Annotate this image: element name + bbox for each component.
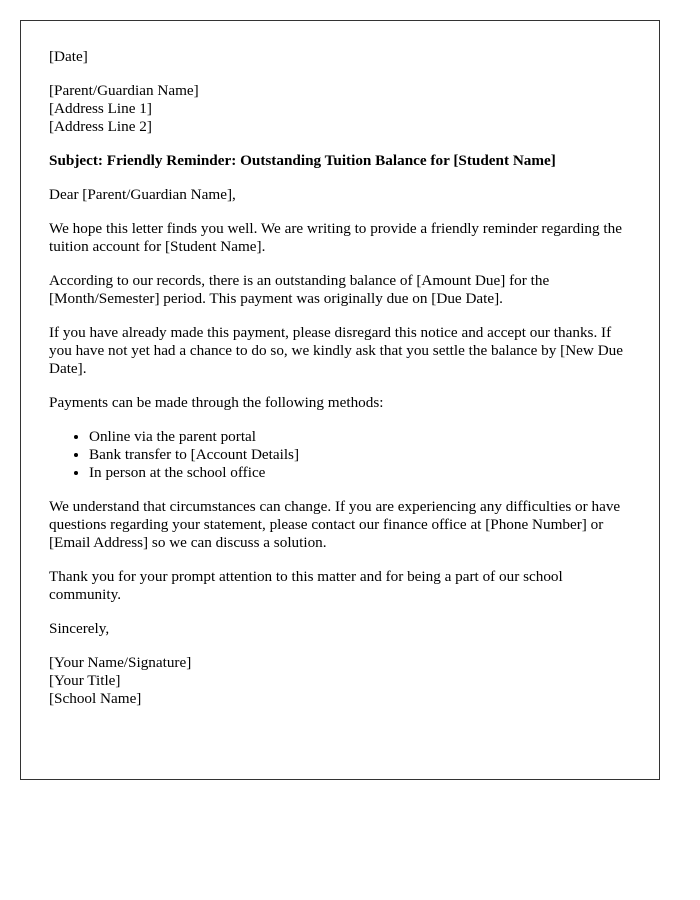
recipient-address-line-2: [Address Line 2] xyxy=(49,118,152,135)
payment-methods-list xyxy=(49,428,631,482)
recipient-address-line-1: [Address Line 1] xyxy=(49,100,152,117)
spacer xyxy=(49,136,631,152)
paragraph-balance: According to our records, there is an outstanding balance of [Amount Due] for the [Month/Semester] period. This payment was originally due on [Due Date]. xyxy=(49,272,550,307)
signature-block xyxy=(49,654,631,708)
paragraph-thanks: Thank you for your prompt attention to this matter and for being a part of our school community. xyxy=(49,568,563,603)
recipient-name: [Parent/Guardian Name] xyxy=(49,82,199,99)
paragraph-disregard: If you have already made this payment, please disregard this notice and accept our thanks. If you have not yet had a chance to do so, we kindly ask that you settle the balance by [New Due Date]. xyxy=(49,324,623,377)
signature-school: [School Name] xyxy=(49,690,142,707)
signature-name: [Your Name/Signature] xyxy=(49,654,192,671)
signature-title: [Your Title] xyxy=(49,672,121,689)
paragraph-difficulties: We understand that circumstances can change. If you are experiencing any difficulties or have questions regarding your statement, please contact our finance office at [Phone Number] or [Email Address] so we can discuss a solution. xyxy=(49,498,621,551)
salutation: Dear [Parent/Guardian Name], xyxy=(49,186,236,203)
letter-subject: Subject: Friendly Reminder: Outstanding Tuition Balance for [Student Name] xyxy=(49,152,556,169)
sign-off: Sincerely, xyxy=(49,620,110,637)
recipient-address-block xyxy=(49,82,631,136)
payment-method-item: • In person at the school office xyxy=(89,464,631,482)
payment-method-item: • Bank transfer to [Account Details] xyxy=(89,446,631,464)
payment-method-item: • Online via the parent portal xyxy=(89,428,631,446)
paragraph-intro: We hope this letter finds you well. We are writing to provide a friendly reminder regarding the tuition account for [Student Name]. xyxy=(49,220,622,255)
letter-document xyxy=(20,20,660,780)
letter-date: [Date] xyxy=(49,48,88,65)
paragraph-payment-intro: Payments can be made through the following methods: xyxy=(49,394,384,411)
